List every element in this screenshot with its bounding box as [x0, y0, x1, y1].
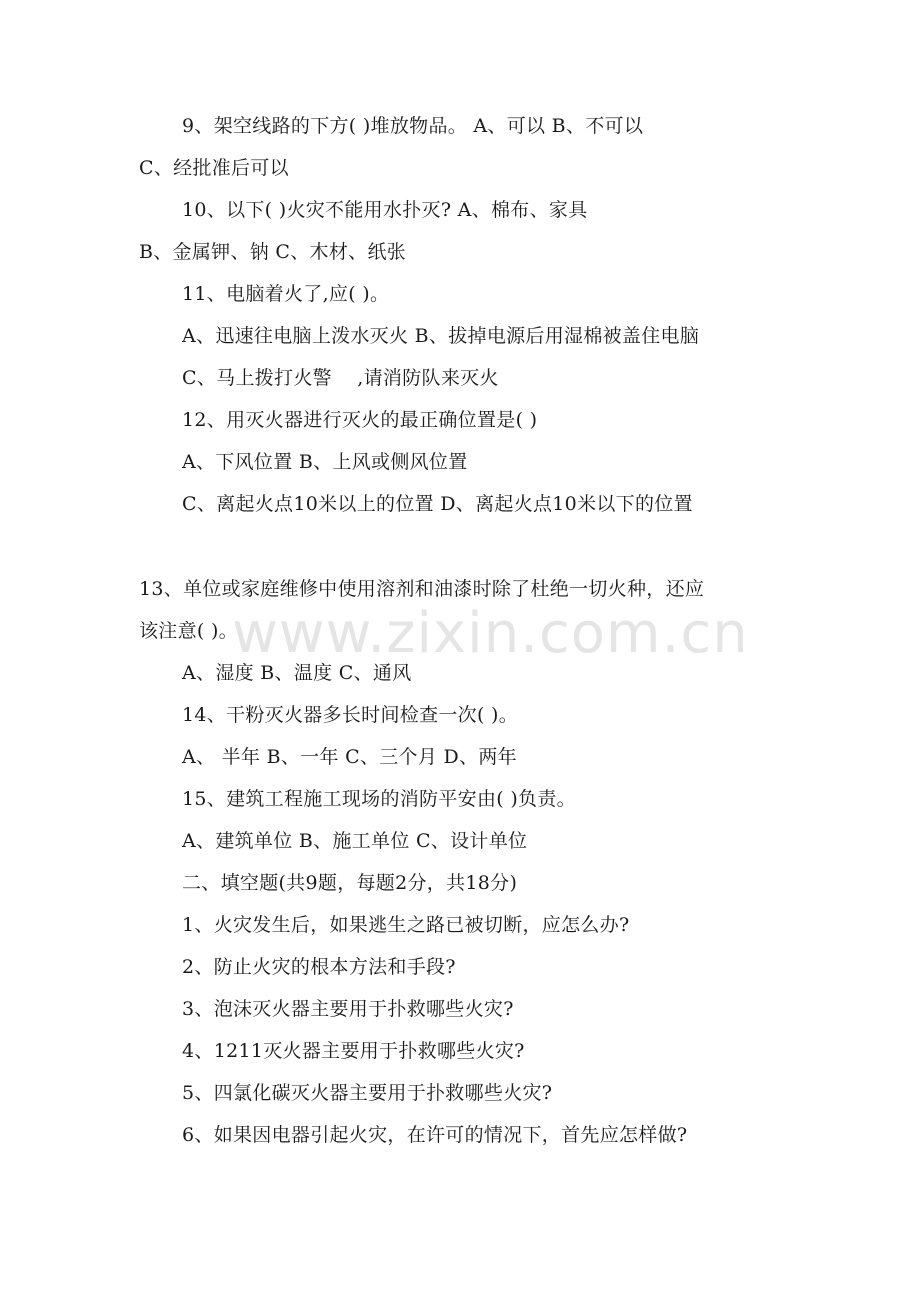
question-12-options-ab: A、下风位置 B、上风或侧风位置 — [182, 451, 468, 473]
fill-question-3: 3、泡沫灭火器主要用于扑救哪些火灾? — [182, 998, 514, 1020]
question-11-options-ab: A、迅速往电脑上泼水灭火 B、拔掉电源后用湿棉被盖住电脑 — [182, 325, 700, 347]
question-9-text: 9、架空线路的下方( )堆放物品。 A、可以 B、不可以 — [182, 115, 644, 137]
question-15-options: A、建筑单位 B、施工单位 C、设计单位 — [182, 830, 528, 852]
question-15-text: 15、建筑工程施工现场的消防平安由( )负责。 — [182, 788, 576, 810]
question-13-text: 13、单位或家庭维修中使用溶剂和油漆时除了杜绝一切火种，还应 — [139, 578, 705, 600]
fill-question-6: 6、如果因电器引起火灾，在许可的情况下，首先应怎样做? — [182, 1124, 688, 1146]
question-13-text-cont: 该注意( )。 — [139, 620, 238, 642]
fill-question-1: 1、火灾发生后，如果逃生之路已被切断，应怎么办? — [182, 914, 630, 936]
question-9-option-c: C、经批准后可以 — [139, 157, 289, 179]
question-12-text: 12、用灭火器进行灭火的最正确位置是( ) — [182, 409, 538, 431]
question-14-options: A、 半年 B、一年 C、三个月 D、两年 — [182, 746, 517, 768]
question-10-options: B、金属钾、钠 C、木材、纸张 — [139, 241, 407, 263]
fill-question-2: 2、防止火灾的根本方法和手段? — [182, 956, 456, 978]
fill-question-5: 5、四氯化碳灭火器主要用于扑救哪些火灾? — [182, 1082, 553, 1104]
question-11-text: 11、电脑着火了,应( )。 — [182, 283, 390, 305]
site-watermark: www.zixin.com.cn — [232, 601, 749, 666]
fill-question-4: 4、1211灭火器主要用于扑救哪些火灾? — [182, 1040, 525, 1062]
question-14-text: 14、干粉灭火器多长时间检查一次( )。 — [182, 704, 519, 726]
question-11-option-c: C、马上拨打火警 ,请消防队来灭火 — [182, 367, 499, 389]
section-2-heading: 二、填空题(共9题，每题2分，共18分) — [182, 872, 518, 894]
question-10-text: 10、以下( )火灾不能用水扑灭? A、棉布、家具 — [182, 199, 588, 221]
question-13-options: A、湿度 B、温度 C、通风 — [182, 662, 412, 684]
question-12-options-cd: C、离起火点10米以上的位置 D、离起火点10米以下的位置 — [182, 493, 693, 515]
